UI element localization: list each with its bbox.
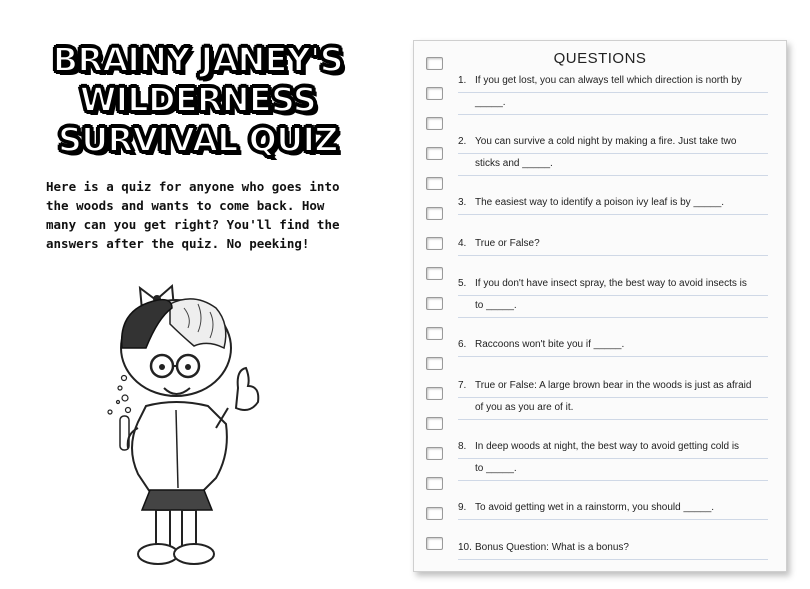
- question-line: [458, 132, 768, 154]
- question-text: Bonus Question: What is a bonus?: [475, 542, 629, 553]
- binder-hole: [426, 147, 443, 160]
- binder-hole: [426, 297, 443, 310]
- question-line: [458, 274, 768, 296]
- question-line: [458, 437, 768, 459]
- questions-paper: [413, 40, 787, 572]
- question-line: [458, 459, 768, 481]
- question-text: True or False?: [475, 238, 540, 249]
- question-line: [458, 335, 768, 357]
- title-line-3: SURVIVAL QUIZ: [58, 120, 338, 159]
- question-text: If you don't have insect spray, the best way to avoid insects is: [475, 278, 747, 289]
- question-number: 4.: [458, 238, 467, 249]
- question-item: [458, 498, 768, 520]
- question-text: If you get lost, you can always tell which direction is north by: [475, 75, 742, 86]
- question-text: You can survive a cold night by making a fire. Just take two: [475, 136, 737, 147]
- binder-hole: [426, 507, 443, 520]
- question-text: _____.: [475, 97, 506, 108]
- title-line-2: WILDERNESS: [79, 80, 317, 119]
- question-number: 9.: [458, 502, 467, 513]
- binder-hole: [426, 477, 443, 490]
- question-text: Raccoons won't bite you if _____.: [475, 339, 625, 350]
- question-text: to _____.: [475, 300, 517, 311]
- question-item: [458, 132, 768, 176]
- question-text: True or False: A large brown bear in the woods is just as afraid: [475, 380, 752, 391]
- question-number: 7.: [458, 380, 467, 391]
- binder-hole: [426, 267, 443, 280]
- question-text: The easiest way to identify a poison ivy leaf is by _____.: [475, 197, 725, 208]
- title-line-1: BRAINY JANEY'S: [52, 40, 344, 79]
- question-item: [458, 234, 768, 256]
- binder-hole: [426, 207, 443, 220]
- binder-hole: [426, 237, 443, 250]
- question-line: [458, 498, 768, 520]
- question-line: [458, 234, 768, 256]
- quiz-intro: Here is a quiz for anyone who goes into the woods and wants to come back. How many can you get right? You'll find the answers after the quiz. No peeking!: [46, 179, 340, 251]
- question-item: [458, 437, 768, 481]
- question-line: [458, 538, 768, 560]
- questions-heading: QUESTIONS: [553, 50, 647, 67]
- question-text: of you as you are of it.: [475, 402, 574, 413]
- question-text: To avoid getting wet in a rainstorm, you should _____.: [475, 502, 715, 513]
- question-line: [458, 93, 768, 115]
- question-line: [458, 296, 768, 318]
- brainy-janey-illustration: [98, 278, 303, 578]
- question-item: [458, 538, 768, 560]
- binder-hole: [426, 417, 443, 430]
- question-number: 3.: [458, 197, 467, 208]
- question-item: [458, 376, 768, 420]
- question-line: [458, 376, 768, 398]
- question-number: 1.: [458, 75, 467, 86]
- question-text: In deep woods at night, the best way to avoid getting cold is: [475, 441, 740, 452]
- question-item: [458, 71, 768, 115]
- question-item: [458, 193, 768, 215]
- question-line: [458, 193, 768, 215]
- binder-hole: [426, 387, 443, 400]
- question-number: 6.: [458, 339, 467, 350]
- question-number: 5.: [458, 278, 467, 289]
- question-text: to _____.: [475, 463, 517, 474]
- binder-hole: [426, 447, 443, 460]
- binder-hole: [426, 357, 443, 370]
- binder-holes: [426, 57, 444, 557]
- question-number: 10.: [458, 542, 472, 553]
- question-item: [458, 335, 768, 357]
- binder-hole: [426, 87, 443, 100]
- question-number: 8.: [458, 441, 467, 452]
- question-number: 2.: [458, 136, 467, 147]
- binder-hole: [426, 117, 443, 130]
- binder-hole: [426, 177, 443, 190]
- binder-hole: [426, 327, 443, 340]
- question-item: [458, 274, 768, 318]
- question-line: [458, 154, 768, 176]
- question-text: sticks and _____.: [475, 158, 553, 169]
- quiz-title: [48, 40, 348, 160]
- binder-hole: [426, 537, 443, 550]
- question-line: [458, 398, 768, 420]
- question-line: [458, 71, 768, 93]
